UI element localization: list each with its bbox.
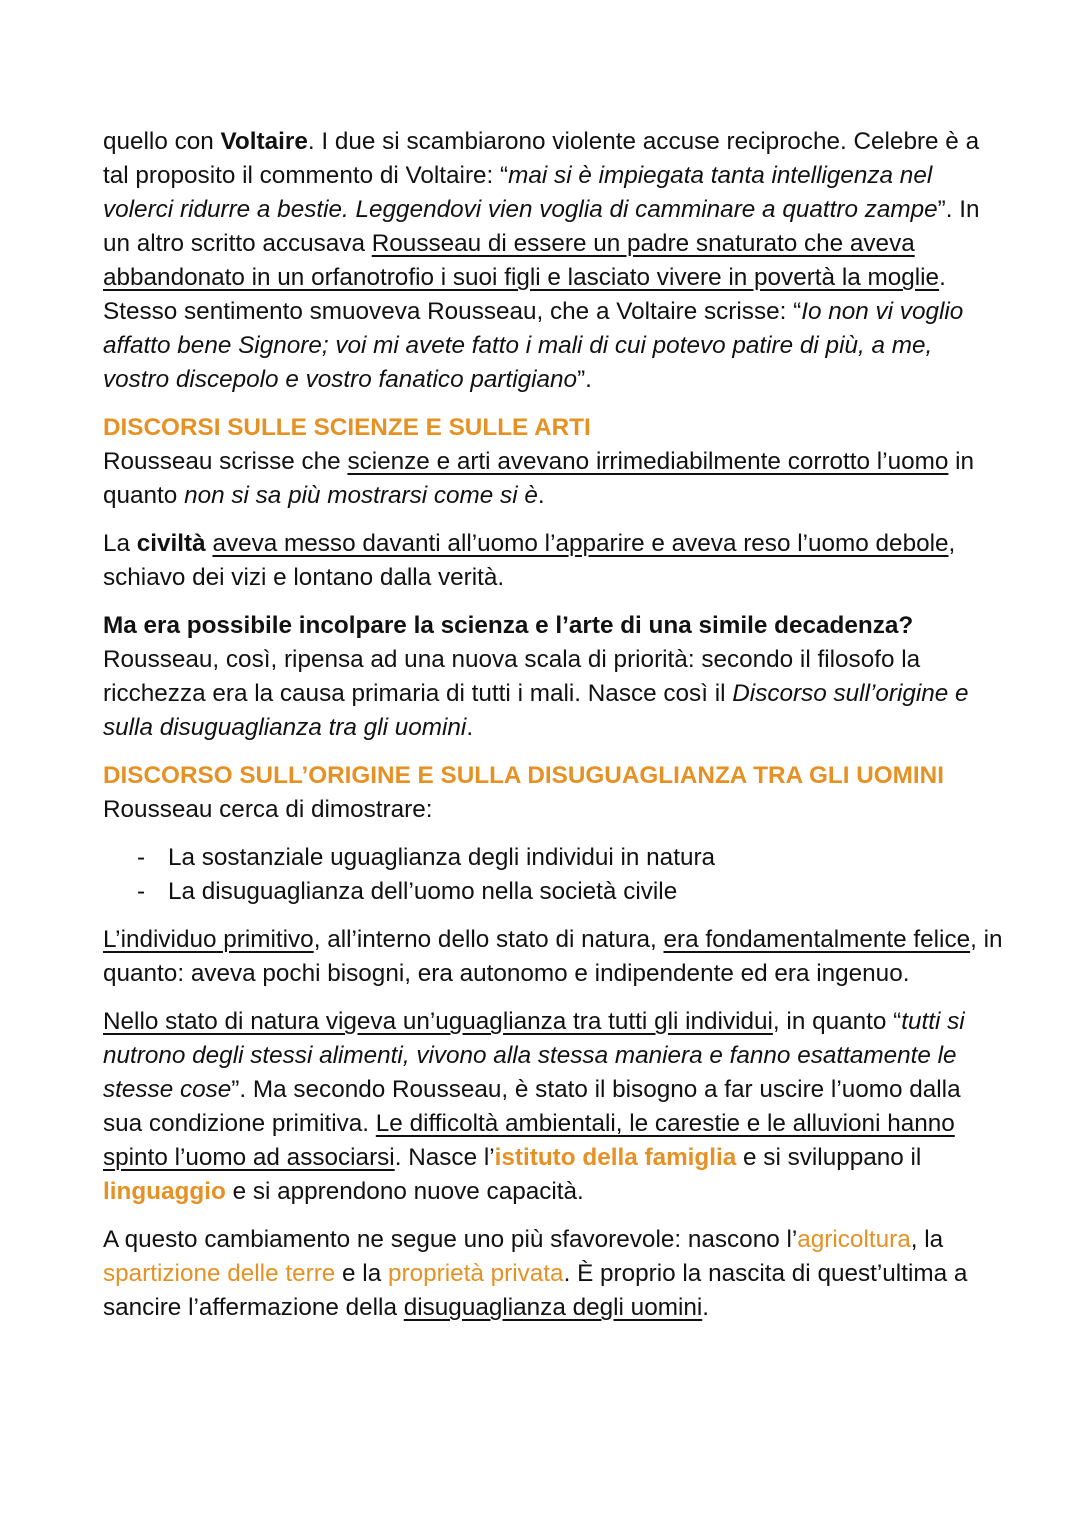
paragraph-civilta <box>103 527 1003 595</box>
bold-text: civiltà <box>136 530 206 557</box>
bold-question: Ma era possibile incolpare la scienza e l’arte di una simile decadenza? <box>103 612 914 639</box>
section-heading-scienze: DISCORSI SULLE SCIENZE E SULLE ARTI <box>103 414 591 441</box>
paragraph-intro-list: Rousseau cerca di dimostrare: <box>103 796 433 823</box>
text: . <box>466 714 474 741</box>
highlight-bold: linguaggio <box>103 1178 226 1205</box>
text: , all’interno dello stato di natura, <box>313 926 664 953</box>
quote-italic: mai si è impiegata tanta intelligenza nel volerci ridurre a bestie. Leggendovi vien voglia di camminare a quattro zampe <box>103 162 938 223</box>
underlined-text: era fondamentalmente felice <box>663 926 971 953</box>
section-heading-origine: DISCORSO SULL’ORIGINE E SULLA DISUGUAGLIANZA TRA GLI UOMINI <box>103 762 944 789</box>
paragraph-scienze <box>103 445 1003 513</box>
underlined-text: disuguaglianza degli uomini <box>403 1294 703 1321</box>
paragraph-individuo <box>103 923 1003 991</box>
document-page <box>103 125 1003 1325</box>
text: . <box>537 482 545 509</box>
text: . Stesso sentimento smuoveva Rousseau, che a Voltaire scrisse: “ <box>103 264 946 325</box>
highlight-text: proprietà privata <box>387 1260 564 1287</box>
text: , in quanto “ <box>772 1008 902 1035</box>
underlined-text: scienze e arti avevano irrimediabilmente corrotto l’uomo <box>347 448 949 475</box>
paragraph-question <box>103 609 1003 745</box>
text: A questo cambiamento ne segue uno più sfavorevole: nascono l’ <box>103 1226 798 1253</box>
highlight-bold: istituto della famiglia <box>494 1144 737 1171</box>
text: Rousseau scrisse che <box>103 448 348 475</box>
highlight-text: spartizione delle terre <box>103 1260 336 1287</box>
quote-italic: tutti si nutrono degli stessi alimenti, vivono alla stessa maniera e fanno esattamente le stesse cose <box>103 1008 965 1103</box>
text: Rousseau, così, ripensa ad una nuova scala di priorità: secondo il filosofo la ricchezza era la causa primaria di tutti i mali. Nasce così il <box>103 646 921 707</box>
text: ”. <box>577 366 592 393</box>
text: . È proprio la nascita di quest’ultima a sancire l’affermazione della <box>103 1260 968 1321</box>
paragraph-stato-natura <box>103 1005 1003 1209</box>
text: ”. Ma secondo Rousseau, è stato il bisogno a far uscire l’uomo dalla sua condizione primitiva. <box>103 1076 961 1137</box>
bold-text: Voltaire <box>220 128 308 155</box>
paragraph-proprieta <box>103 1223 1003 1325</box>
text: La <box>103 530 137 557</box>
text: , in quanto: aveva pochi bisogni, era autonomo e indipendente ed era ingenuo. <box>103 926 1003 987</box>
text: e la <box>335 1260 388 1287</box>
dash-list <box>103 841 1003 909</box>
list-item: - La sostanziale uguaglianza degli individui in natura <box>103 841 1003 875</box>
text: in quanto <box>103 448 975 509</box>
text: , la <box>910 1226 944 1253</box>
text: quello con <box>103 128 221 155</box>
underlined-text: Le difficoltà ambientali, le carestie e le alluvioni hanno spinto l’uomo ad associarsi <box>103 1110 955 1171</box>
italic-text: Discorso sull’origine e sulla disuguaglianza tra gli uomini <box>103 680 969 741</box>
text: ”. In un altro scritto accusava <box>103 196 980 257</box>
italic-text: non si sa più mostrarsi come si è <box>184 482 538 509</box>
text: e si sviluppano il <box>736 1144 922 1171</box>
paragraph-voltaire <box>103 125 1003 397</box>
underlined-text: aveva messo davanti all’uomo l’apparire e aveva reso l’uomo debole <box>212 530 949 557</box>
text: . Nasce l’ <box>394 1144 495 1171</box>
underlined-text: Rousseau di essere un padre snaturato che aveva abbandonato in un orfanotrofio i suoi figli e lasciato vivere in povertà la moglie <box>103 230 940 291</box>
underlined-text: Nello stato di natura vigeva un’uguaglianza tra tutti gli individui <box>103 1008 773 1035</box>
quote-italic: Io non vi voglio affatto bene Signore; voi mi avete fatto i mali di cui potevo patire di più, a me, vostro discepolo e vostro fanatico partigiano <box>103 298 964 393</box>
text: e si apprendono nuove capacità. <box>225 1178 584 1205</box>
text: . I due si scambiarono violente accuse reciproche. Celebre è a tal proposito il commento di Voltaire: “ <box>103 128 980 189</box>
text: , schiavo dei vizi e lontano dalla verità. <box>103 530 956 591</box>
underlined-text: L’individuo primitivo <box>103 926 314 953</box>
list-item: - La disuguaglianza dell’uomo nella società civile <box>103 875 1003 909</box>
text: . <box>702 1294 710 1321</box>
highlight-text: agricoltura <box>797 1226 911 1253</box>
